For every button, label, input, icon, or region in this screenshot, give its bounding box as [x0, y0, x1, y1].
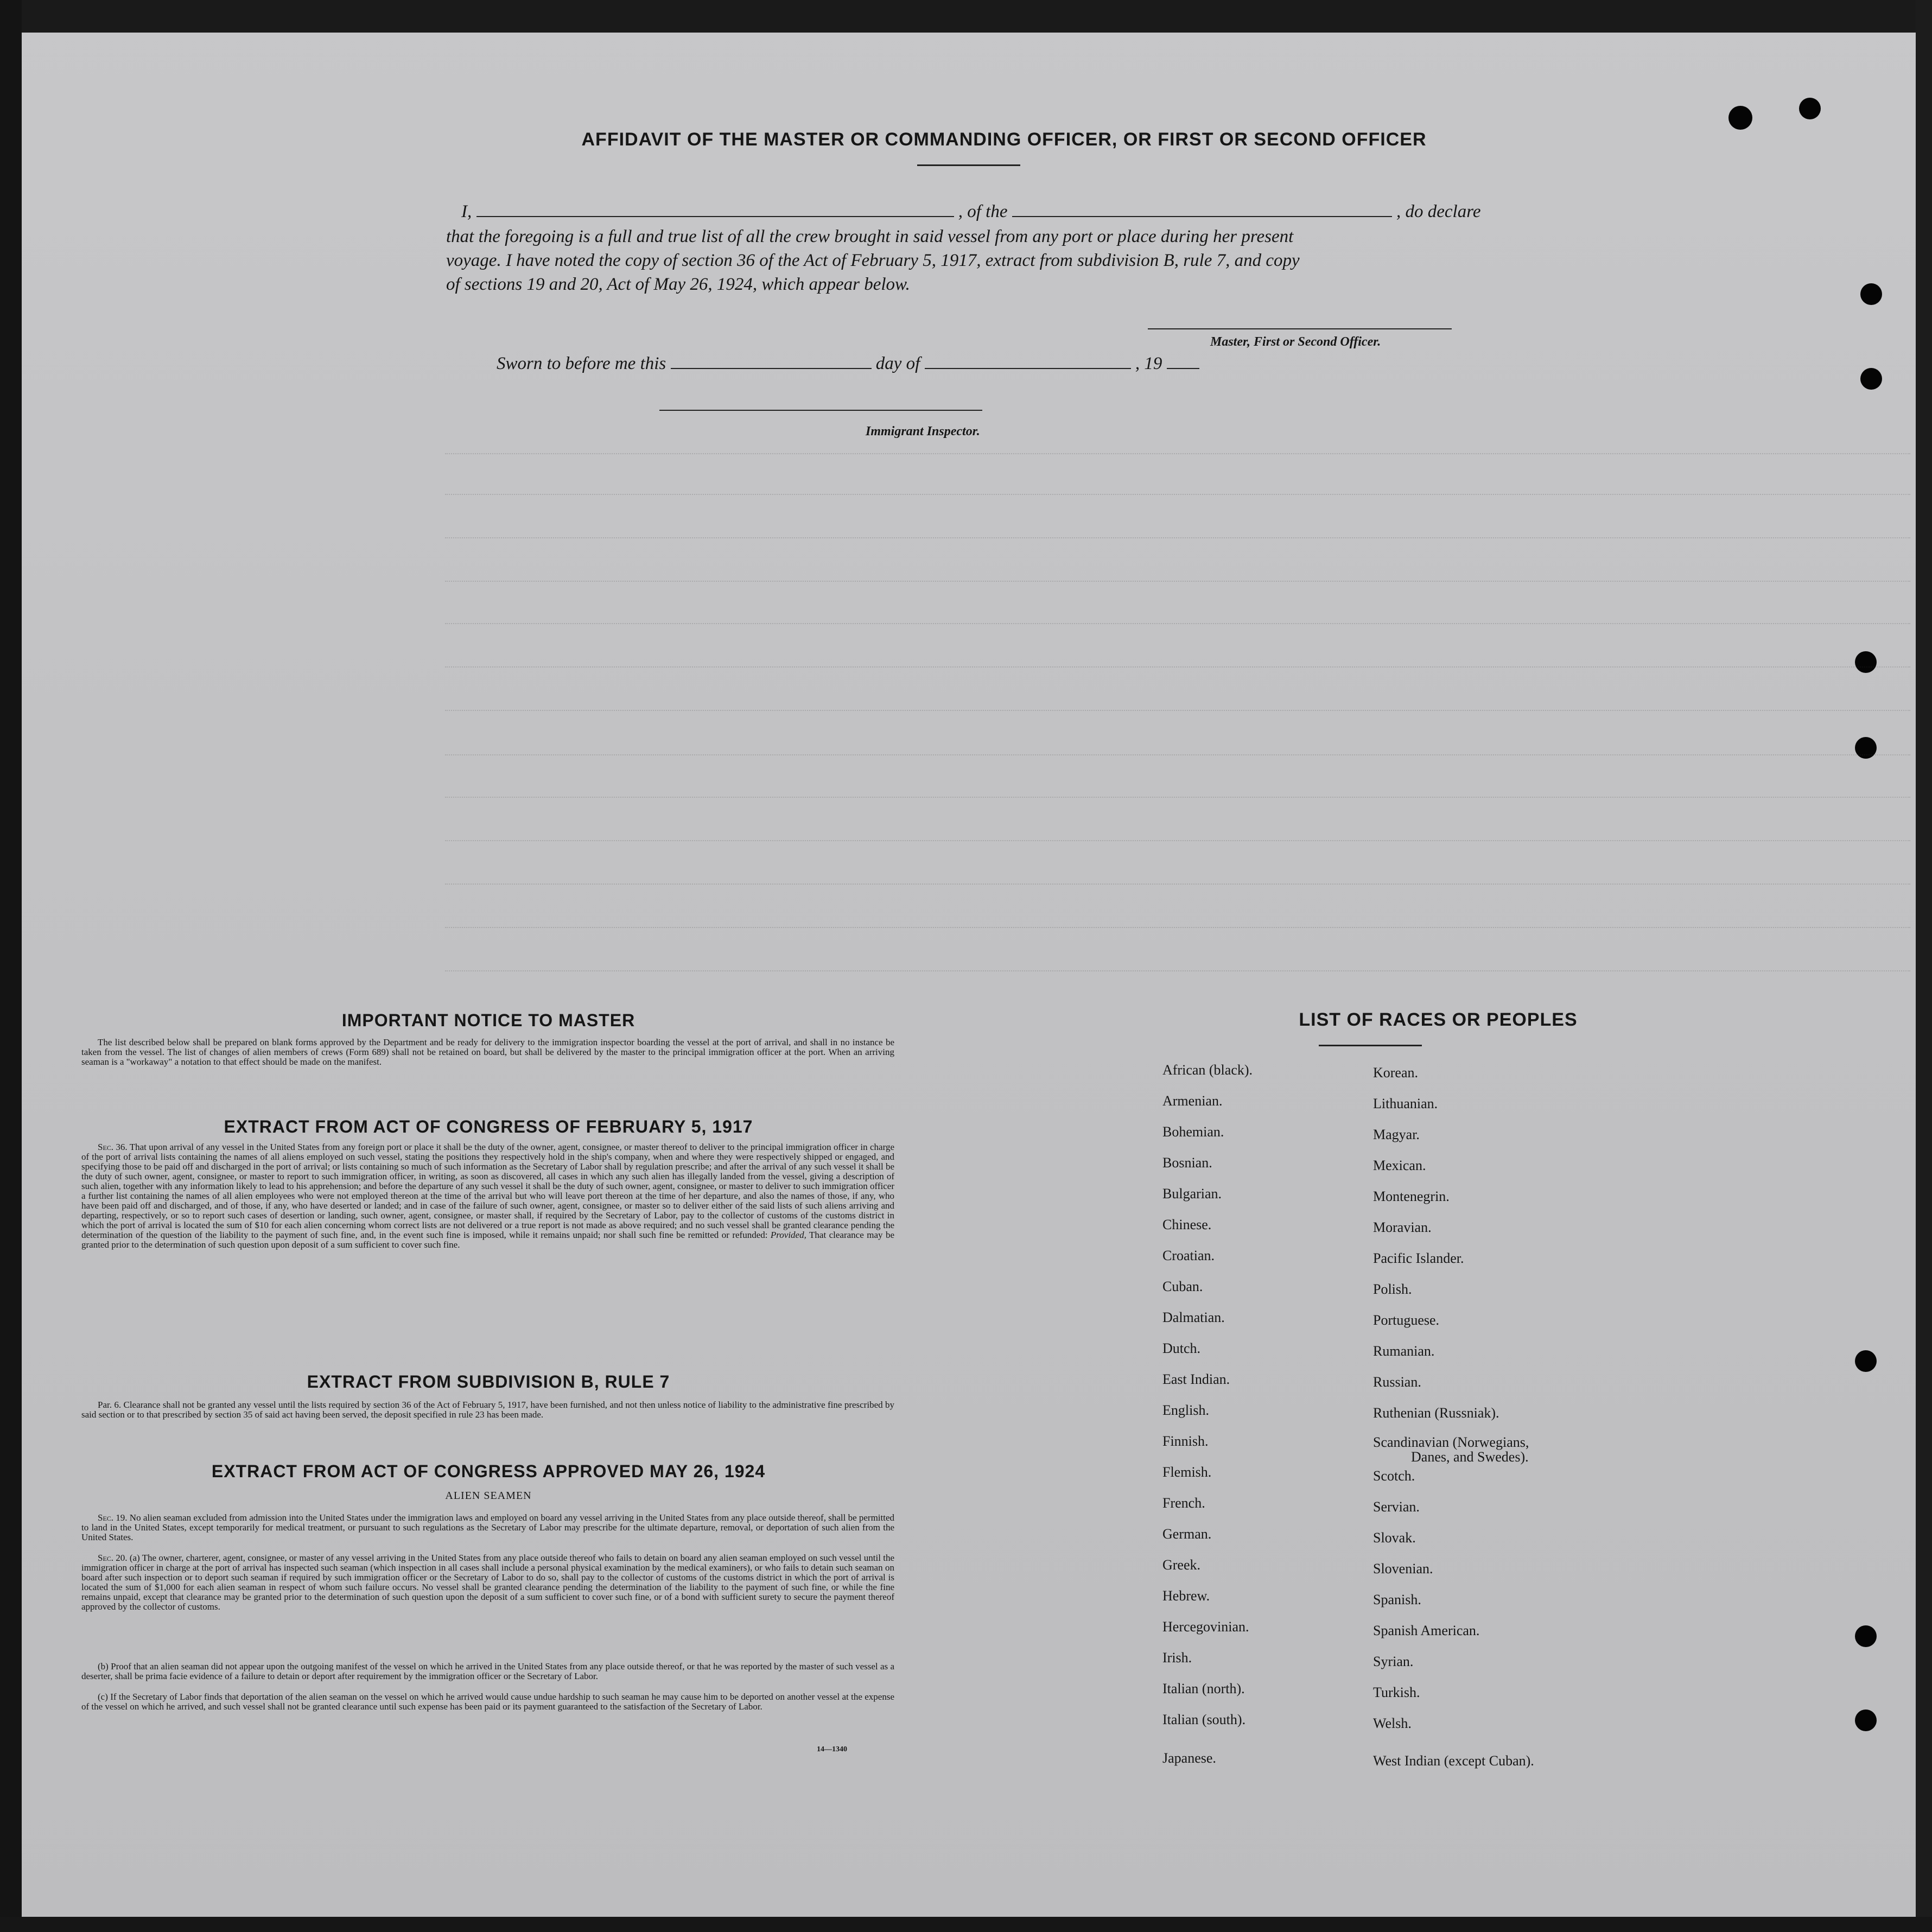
race-item: Flemish. — [1162, 1464, 1212, 1480]
sec-36-text: That upon arrival of any vessel in the United States from any foreign port or place it shall be the duty of the owner, agent, consignee, or master thereof to deliver to the principal immigration officer in charge of the port of arrival lists containing the names of all aliens employed on such vessel, stating the positions they respectively hold in the ship's company, when and where they were respectively shipped or engaged, and specifying those to be paid off and discharged in the port of arrival; or lists containing so much of such information as the Secretary of Labor shall by regulation prescribe; and after the arrival of any such vessel it shall be the duty of such owner, agent, consignee, or master to report to such immigration officer, in writing, as soon as discovered, all cases in which any such alien has illegally landed from the vessel, giving a description of such alien, together with any information likely to lead to his apprehension; and before the departure of any such vessel it shall be the duty of such owner, agent, consignee, or master to deliver to such immigration officer a further list containing the names of all alien employees who were not employed thereon at the time of the arrival but who will leave port thereon at the time of her departure, and also the names of those, if any, who have been paid off and discharged, and of those, if any, who have deserted or landed; and in case of the failure of such owner, agent, consignee, or master so to deliver either of the said lists of such aliens arriving and departing, respectively, or so to report such cases of desertion or landing, such owner, agent, consignee, or master shall, if required by the Secretary of Labor, pay to the collector of customs of the customs district in which the port of arrival is located the sum of $10 for each alien concerning whom correct lists are not delivered or a true report is not made as above required; and no such vessel shall be granted clearance pending the determination of the question of the liability to the payment of such fine, and, in the event such fine is imposed, while it remains unpaid; nor shall such fine be remitted or refunded: — [81, 1142, 894, 1240]
race-item: Portuguese. — [1373, 1312, 1440, 1328]
punch-hole — [1855, 1625, 1877, 1647]
race-item: Korean. — [1373, 1065, 1419, 1081]
affidavit-line-1 — [461, 202, 1480, 222]
race-item: Hercegovinian. — [1162, 1619, 1249, 1635]
race-item: Bulgarian. — [1162, 1186, 1222, 1202]
race-item: Magyar. — [1373, 1127, 1420, 1142]
race-item: Bosnian. — [1162, 1155, 1212, 1171]
race-item: Servian. — [1373, 1499, 1420, 1515]
affidavit-line-2: that the foregoing is a full and true list of all the crew brought in said vessel from any port or place during her present — [446, 227, 1294, 246]
race-item: Rumanian. — [1373, 1343, 1435, 1359]
races-title: LIST OF RACES OR PEOPLES — [1299, 1009, 1578, 1030]
title-underline — [917, 164, 1020, 166]
race-item: Japanese. — [1162, 1750, 1216, 1766]
sec-20-label: Sec. 20. — [98, 1553, 128, 1563]
race-item: Greek. — [1162, 1557, 1201, 1573]
race-item: Lithuanian. — [1373, 1096, 1438, 1111]
race-item: Danes, and Swedes). — [1411, 1449, 1529, 1465]
punch-hole — [1855, 1350, 1877, 1372]
race-item: Slovak. — [1373, 1530, 1416, 1546]
race-item: Turkish. — [1373, 1685, 1420, 1700]
race-item: Moravian. — [1373, 1219, 1432, 1235]
affidavit-title: AFFIDAVIT OF THE MASTER OR COMMANDING OFFICER, OR FIRST OR SECOND OFFICER — [581, 129, 1427, 150]
sworn-month-blank — [925, 367, 1131, 369]
sworn-year-blank — [1167, 367, 1199, 369]
race-item: Croatian. — [1162, 1248, 1215, 1263]
race-item: Dutch. — [1162, 1340, 1201, 1356]
races-title-underline — [1319, 1045, 1422, 1046]
punch-hole — [1728, 106, 1752, 130]
race-item: African (black). — [1162, 1062, 1253, 1078]
show-through-row — [445, 754, 1910, 763]
race-item: Syrian. — [1373, 1654, 1414, 1669]
race-item: Slovenian. — [1373, 1561, 1433, 1577]
race-item: Italian (south). — [1162, 1712, 1246, 1727]
sec-20b-body: (b) Proof that an alien seaman did not appear upon the outgoing manifest of the vessel on which he arrived in the United States from any place outside thereof, or that he was reported by the master of such vessel as a deserter, shall be prima facie evidence of a failure to detain or deport after requirement by the immigration officer or the Secretary of Labor. — [81, 1661, 894, 1681]
affidavit-i-label: I, — [461, 202, 472, 221]
affidavit-declare-label: , do declare — [1396, 202, 1481, 221]
inspector-signature-label: Immigrant Inspector. — [866, 424, 980, 438]
sworn-prefix: Sworn to before me this — [497, 354, 666, 373]
show-through-row — [445, 666, 1910, 675]
form-number: 14—1340 — [817, 1745, 847, 1753]
show-through-row — [445, 453, 1910, 462]
race-item: Armenian. — [1162, 1093, 1223, 1109]
race-item: English. — [1162, 1402, 1209, 1418]
race-item: Italian (north). — [1162, 1681, 1245, 1696]
scan-edge-bottom — [0, 1917, 1932, 1932]
sworn-day-of-label: day of — [875, 354, 920, 373]
sec-19-label: Sec. 19. — [98, 1512, 128, 1523]
extract-1917-title: EXTRACT FROM ACT OF CONGRESS OF FEBRUARY 5, 1917 — [224, 1117, 753, 1136]
show-through-row — [445, 797, 1910, 805]
affidavit-line-3: voyage. I have noted the copy of section 36 of the Act of February 5, 1917, extract from subdivision B, rule 7, and copy — [446, 251, 1300, 270]
race-item: Finnish. — [1162, 1433, 1209, 1449]
inspector-signature-line — [659, 410, 982, 411]
race-item: Mexican. — [1373, 1158, 1426, 1173]
sworn-line — [497, 354, 1199, 374]
race-item: Dalmatian. — [1162, 1310, 1225, 1325]
race-item: Scotch. — [1373, 1468, 1415, 1484]
sec-36-label: Sec. 36. — [98, 1142, 128, 1152]
extract-1924-title: EXTRACT FROM ACT OF CONGRESS APPROVED MAY 26, 1924 — [211, 1461, 766, 1481]
scan-edge-right — [1916, 0, 1932, 1932]
race-item: Montenegrin. — [1373, 1189, 1450, 1204]
race-item: Hebrew. — [1162, 1588, 1210, 1604]
sec-20a-text: (a) The owner, charterer, agent, consignee, or master of any vessel arriving in the United States from any place outside thereof who fails to detain on board any alien seaman employed on such vessel until the immigration officer in charge at the port of arrival has inspected such seaman (which inspection in all cases shall include a personal physical examination by the medical examiners), or who fails to detain such seaman on board after such inspection or to deport such seaman if required by such immigration officer or the Secretary of Labor to do so, shall pay to the collector of customs of the customs district in which the port of arrival is located the sum of $1,000 for each alien seaman in respect of whom such failure occurs. No vessel shall be granted clearance pending the determination of the liability to the payment of such fine, or while the fine remains unpaid, except that clearance may be granted prior to the determination of such question upon the deposit of a sum sufficient to cover such fine, or of a bond with sufficient surety to secure the payment thereof approved by the collector of customs. — [81, 1553, 894, 1612]
scan-edge-left — [0, 0, 22, 1932]
sworn-year-label: , 19 — [1135, 354, 1162, 373]
race-item: French. — [1162, 1495, 1205, 1511]
show-through-row — [445, 927, 1910, 936]
extract-1917-body — [81, 1142, 894, 1250]
race-item: Polish. — [1373, 1281, 1412, 1297]
race-item: Cuban. — [1162, 1279, 1203, 1294]
sec-19-body — [81, 1513, 894, 1542]
show-through-row — [445, 494, 1910, 503]
provided-label: Provided, — [770, 1230, 806, 1240]
subdivision-b-body: Par. 6. Clearance shall not be granted any vessel until the lists required by section 36 of the Act of February 5, 1917, have been furnished, and not then unless notice of liability to the administrative fine prescribed by said section or to that prescribed by section 35 of said act having been served, the deposit specified in rule 23 has been made. — [81, 1400, 894, 1420]
alien-seamen-subtitle: ALIEN SEAMEN — [445, 1490, 532, 1502]
race-item: Spanish. — [1373, 1592, 1421, 1607]
scan-edge-top — [0, 0, 1932, 33]
race-item: Pacific Islander. — [1373, 1250, 1464, 1266]
affidavit-line-4: of sections 19 and 20, Act of May 26, 1924, which appear below. — [446, 275, 910, 294]
punch-hole — [1799, 98, 1821, 119]
affidavit-of-the-label: , of the — [958, 202, 1008, 221]
race-item: Irish. — [1162, 1650, 1192, 1666]
master-signature-line — [1148, 328, 1452, 329]
punch-hole — [1855, 1709, 1877, 1731]
show-through-row — [445, 840, 1910, 849]
notice-body: The list described below shall be prepared on blank forms approved by the Department and be ready for delivery to the immigration inspector boarding the vessel at the port of arrival, and shall in no instance be taken from the vessel. The list of changes of alien members of crews (Form 689) shall not be retained on board, but shall be delivered by the master to the principal immigration officer at the port. When an arriving seaman is a "workaway" a notation to that effect should be made on the manifest. — [81, 1037, 894, 1067]
race-item: German. — [1162, 1526, 1212, 1542]
sec-20c-body: (c) If the Secretary of Labor finds that deportation of the alien seaman on the vessel on which he arrived would cause undue hardship to such seaman he may cause him to be deported on another vessel at the expense of the vessel on which he arrived, and such vessel shall not be granted clearance until such expense has been paid or its payment guaranteed to the satisfaction of the Secretary of Labor. — [81, 1692, 894, 1712]
race-item: Russian. — [1373, 1374, 1421, 1390]
race-item: Scandinavian (Norwegians, — [1373, 1434, 1529, 1450]
race-item: Bohemian. — [1162, 1124, 1224, 1140]
subdivision-b-title: EXTRACT FROM SUBDIVISION B, RULE 7 — [307, 1372, 670, 1391]
show-through-row — [445, 710, 1910, 719]
sec-19-text: No alien seaman excluded from admission into the United States under the immigration laws and employed on board any vessel arriving in the United States from any place outside thereof, shall be permitted to land in the United States, except temporarily for medical treatment, or pursuant to such regulations as the Secretary of Labor may prescribe for the ultimate departure, removal, or deportation of such alien from the United States. — [81, 1512, 895, 1542]
show-through-row — [445, 884, 1910, 892]
show-through-row — [445, 537, 1910, 546]
race-item: Chinese. — [1162, 1217, 1212, 1232]
punch-hole — [1860, 368, 1882, 390]
race-item: East Indian. — [1162, 1371, 1230, 1387]
race-item: Ruthenian (Russniak). — [1373, 1405, 1499, 1421]
race-item: West Indian (except Cuban). — [1373, 1753, 1534, 1769]
show-through-row — [445, 970, 1910, 979]
show-through-row — [445, 623, 1910, 632]
sec-20-body — [81, 1553, 894, 1612]
vessel-blank — [1012, 215, 1392, 217]
show-through-row — [445, 581, 1910, 589]
name-blank — [476, 215, 954, 217]
race-item: Welsh. — [1373, 1715, 1412, 1731]
sworn-day-blank — [671, 367, 872, 369]
race-item: Spanish American. — [1373, 1623, 1480, 1638]
notice-title: IMPORTANT NOTICE TO MASTER — [341, 1011, 635, 1030]
master-signature-label: Master, First or Second Officer. — [1210, 335, 1381, 349]
punch-hole — [1860, 283, 1882, 305]
provided-text: That clearance may be granted prior to the determination of such question upon deposit of a sum sufficient to cover such fine. — [81, 1230, 894, 1250]
